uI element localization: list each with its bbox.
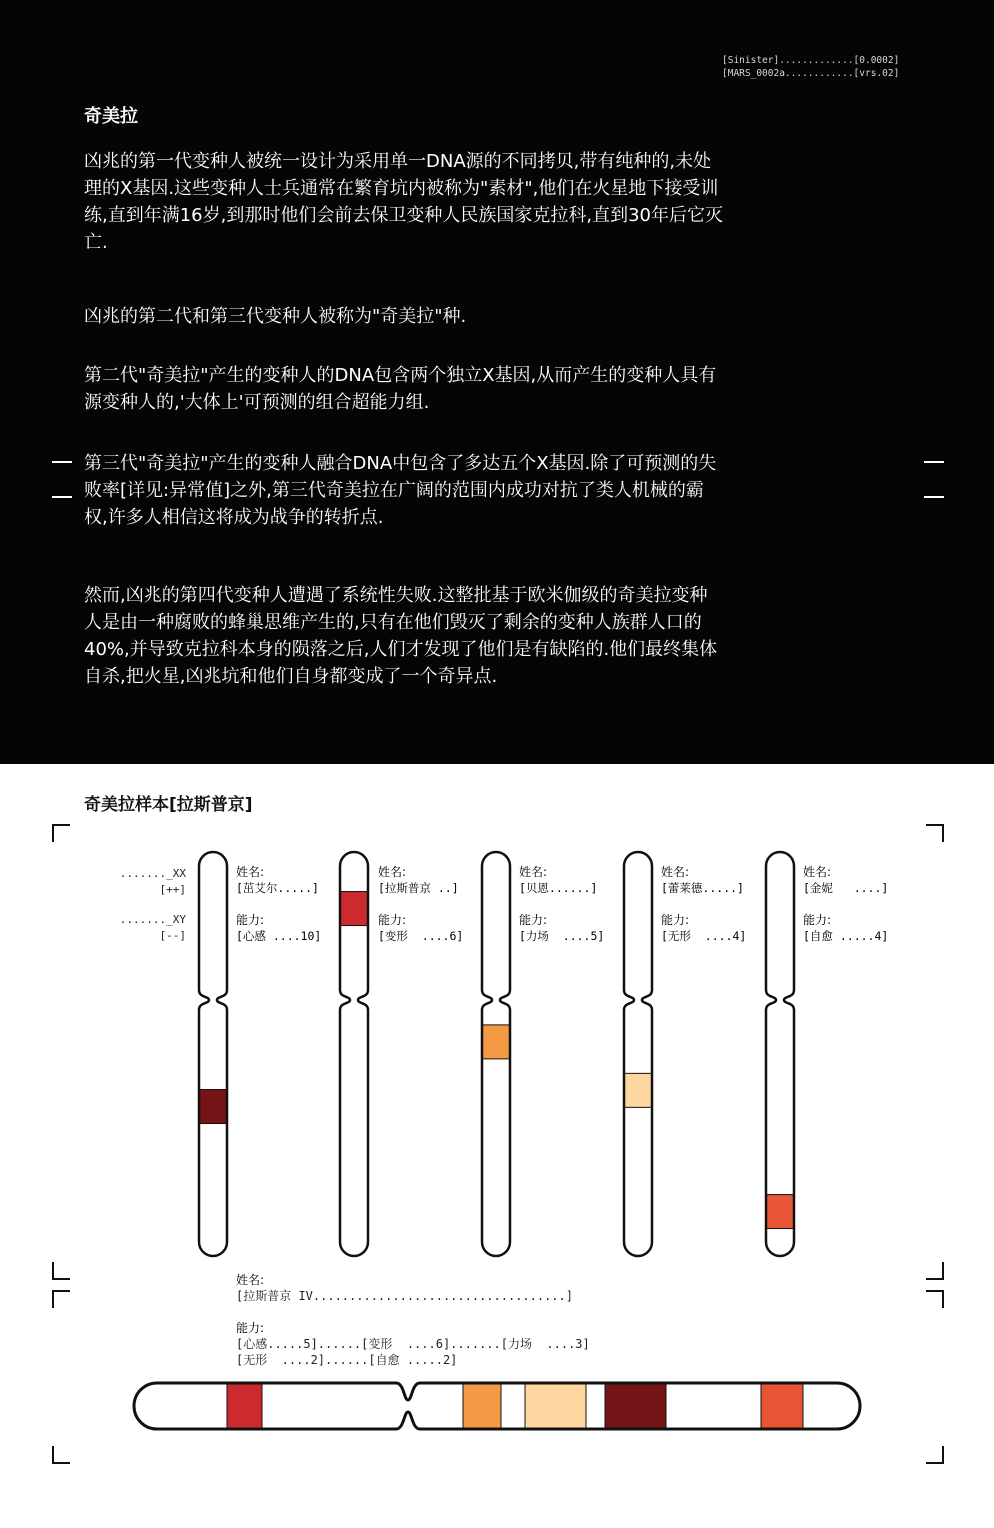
intro-paragraph-1: 凶兆的第一代变种人被统一设计为采用单一DNA源的不同拷贝,带有纯种的,未处理的X基因.这些变种人士兵通常在繁育坑内被称为"素材",他们在火星地下接受训练,直到年满16岁,到那时他们会前去保卫变种人民族国家克拉科,直到30年后它灭亡.: [84, 151, 723, 253]
combined-power-line-1: [心感.....5]......[变形 ....6].......[力场 ....3]: [236, 1337, 590, 1351]
power-label: 能力:: [236, 1321, 265, 1335]
power-value: [无形 ....4]: [661, 929, 747, 943]
combined-band: [605, 1383, 666, 1429]
samples-title: 奇美拉样本[拉斯普京]: [84, 795, 253, 815]
chromosome-band: [199, 1090, 227, 1124]
legend-xy-sign: [--]: [159, 929, 186, 942]
power-label: 能力:: [236, 913, 265, 927]
power-value: [力场 ....5]: [519, 929, 605, 943]
name-value: [金妮 ....]: [803, 881, 889, 895]
combined-band: [227, 1383, 262, 1429]
combined-power-line-2: [无形 ....2]......[自愈 .....2]: [236, 1353, 458, 1367]
combined-name-value: [拉斯普京 IV...................................]: [236, 1289, 573, 1303]
power-value: [自愈 .....4]: [803, 929, 889, 943]
name-label: 姓名:: [378, 865, 407, 879]
name-value: [拉斯普京 ..]: [378, 881, 459, 895]
power-label: 能力:: [519, 913, 548, 927]
intro-paragraph-2: 凶兆的第二代和第三代变种人被称为"奇美拉"种.: [84, 306, 467, 327]
intro-paragraph-3: 第二代"奇美拉"产生的变种人的DNA包含两个独立X基因,从而产生的变种人具有源变种人的,'大体上'可预测的组合超能力组.: [84, 365, 717, 413]
name-label: 姓名:: [661, 865, 690, 879]
chromosome-band: [766, 1195, 794, 1229]
chromosome-body: [199, 852, 227, 1256]
name-value: [贝恩......]: [519, 881, 598, 895]
power-label: 能力:: [803, 913, 832, 927]
name-label: 姓名:: [236, 1273, 265, 1287]
power-label: 能力:: [378, 913, 407, 927]
legend-xx-sign: [++]: [159, 883, 186, 896]
meta-line-1: [Sinister].............[0.0002]: [722, 55, 900, 66]
name-label: 姓名:: [236, 865, 265, 879]
legend-xx-line: ......._XX: [119, 867, 186, 880]
chromosome-band: [340, 892, 368, 926]
intro-title: 奇美拉: [84, 106, 138, 127]
name-label: 姓名:: [519, 865, 548, 879]
chromosome-body: [624, 852, 652, 1256]
name-value: [茁艾尔.....]: [236, 881, 319, 895]
chromosome-band: [624, 1073, 652, 1107]
intro-paragraph-4: 第三代"奇美拉"产生的变种人融合DNA中包含了多达五个X基因.除了可预测的失败率[详见:异常值]之外,第三代奇美拉在广阔的范围内成功对抗了类人机械的霸权,许多人相信这将成为战争的转折点.: [84, 453, 717, 528]
chromosome-band: [482, 1025, 510, 1059]
power-label: 能力:: [661, 913, 690, 927]
legend-xy-line: ......._XY: [119, 913, 186, 926]
combined-band: [525, 1383, 586, 1429]
name-label: 姓名:: [803, 865, 832, 879]
combined-band: [463, 1383, 501, 1429]
power-value: [变形 ....6]: [378, 929, 464, 943]
name-value: [蕾莱德.....]: [661, 881, 744, 895]
intro-paragraph-5: 然而,凶兆的第四代变种人遭遇了系统性失败.这整批基于欧米伽级的奇美拉变种人是由一种腐败的蜂巢思维产生的,只有在他们毁灭了剩余的变种人族群人口的40%,并导致克拉科本身的陨落之后,人们才发现了他们是有缺陷的.他们最终集体自杀,把火星,凶兆坑和他们自身都变成了一个奇异点.: [84, 585, 718, 687]
combined-band: [761, 1383, 803, 1429]
meta-line-2: [MARS_0002a............[vrs.02]: [722, 68, 900, 79]
power-value: [心感 ....10]: [236, 929, 322, 943]
